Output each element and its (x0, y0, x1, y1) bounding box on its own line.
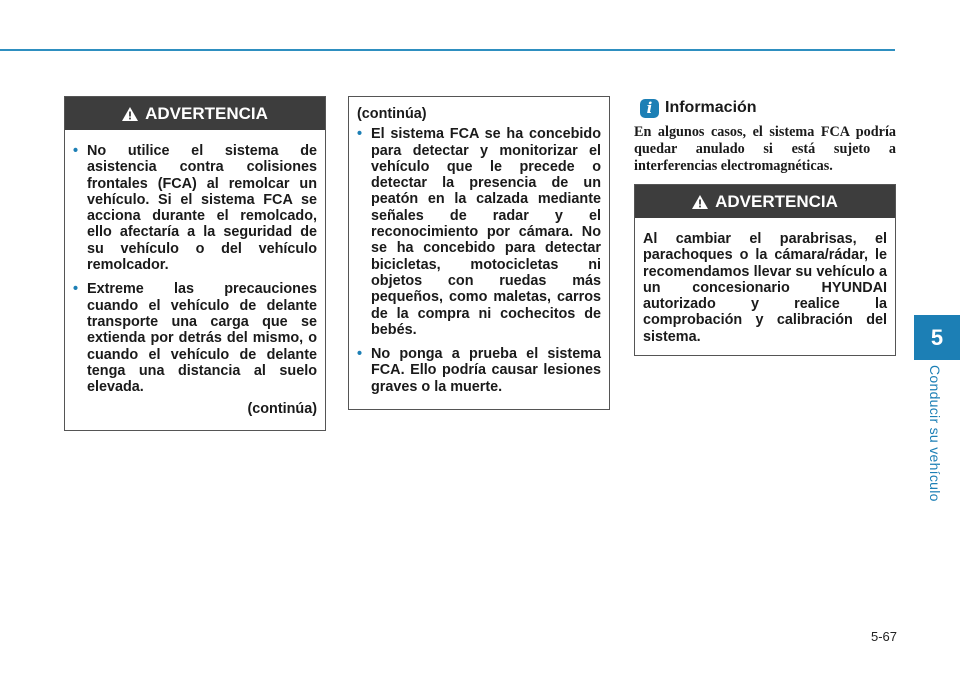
list-item (73, 281, 317, 395)
list-item-text: Extreme las precauciones cuando el vehículo de delante transporte una carga que se extienda por detrás del mismo, o cuando el vehículo de delante tenga una distancia al suelo elevada. (87, 281, 317, 396)
list-item-text: No utilice el sistema de asistencia contra colisiones frontales (FCA) al remolcar un vehículo. Si el sistema FCA se acciona durante el remolcado, ello afectaría a la seguridad de su vehículo o del vehículo remolcador. (87, 143, 317, 274)
bullet-dot: • (73, 281, 79, 298)
bullet-dot: • (357, 126, 363, 143)
warning-header (635, 185, 895, 218)
warning-body-text: Al cambiar el parabrisas, el parachoques o la cámara/rádar, le recomendamos llevar su vehículo a un concesionario HYUNDAI autorizado y realice la comprobación y calibración del sistema. (643, 231, 887, 345)
warning-box-left (64, 96, 326, 431)
warning-body (349, 97, 609, 395)
page-number: 5-67 (870, 629, 897, 644)
warning-triangle-icon (122, 107, 138, 121)
list-item (357, 346, 601, 395)
warning-header-label: ADVERTENCIA (715, 191, 838, 211)
chapter-number-tab: 5 (914, 315, 960, 360)
chapter-title: Conducir su vehículo (927, 365, 943, 502)
continued-label: (continúa) (247, 401, 317, 418)
info-icon: i (640, 99, 659, 118)
list-item-text: El sistema FCA se ha concebido para detectar y monitorizar el vehículo que le precede o detectar la presencia de un peatón en la calzada mediante señales de radar y el reconocimiento por cámara. No se ha concebido para detectar bicicletas, motocicletas ni objetos con ruedas más pequeños, como maletas, carros de la compra ni cochecitos de bebés. (371, 126, 601, 338)
list-item (357, 126, 601, 338)
bullet-dot: • (357, 346, 363, 363)
warning-header (65, 97, 325, 130)
warning-box-right (634, 184, 896, 356)
information-title: Información (665, 99, 757, 116)
warning-header-label: ADVERTENCIA (145, 103, 268, 123)
warning-triangle-icon (692, 195, 708, 209)
warning-body (65, 130, 325, 418)
top-rule (0, 49, 895, 51)
bullet-dot: • (73, 143, 79, 159)
warning-box-middle (348, 96, 610, 410)
continued-label: (continúa) (357, 106, 427, 122)
information-text: En algunos casos, el sistema FCA podría quedar anulado si está sujeto a interferencias electromagnéticas. (634, 124, 896, 174)
information-heading (640, 98, 757, 118)
list-item-text: No ponga a prueba el sistema FCA. Ello podría causar lesiones graves o la muerte. (371, 346, 601, 395)
list-item (73, 143, 317, 273)
